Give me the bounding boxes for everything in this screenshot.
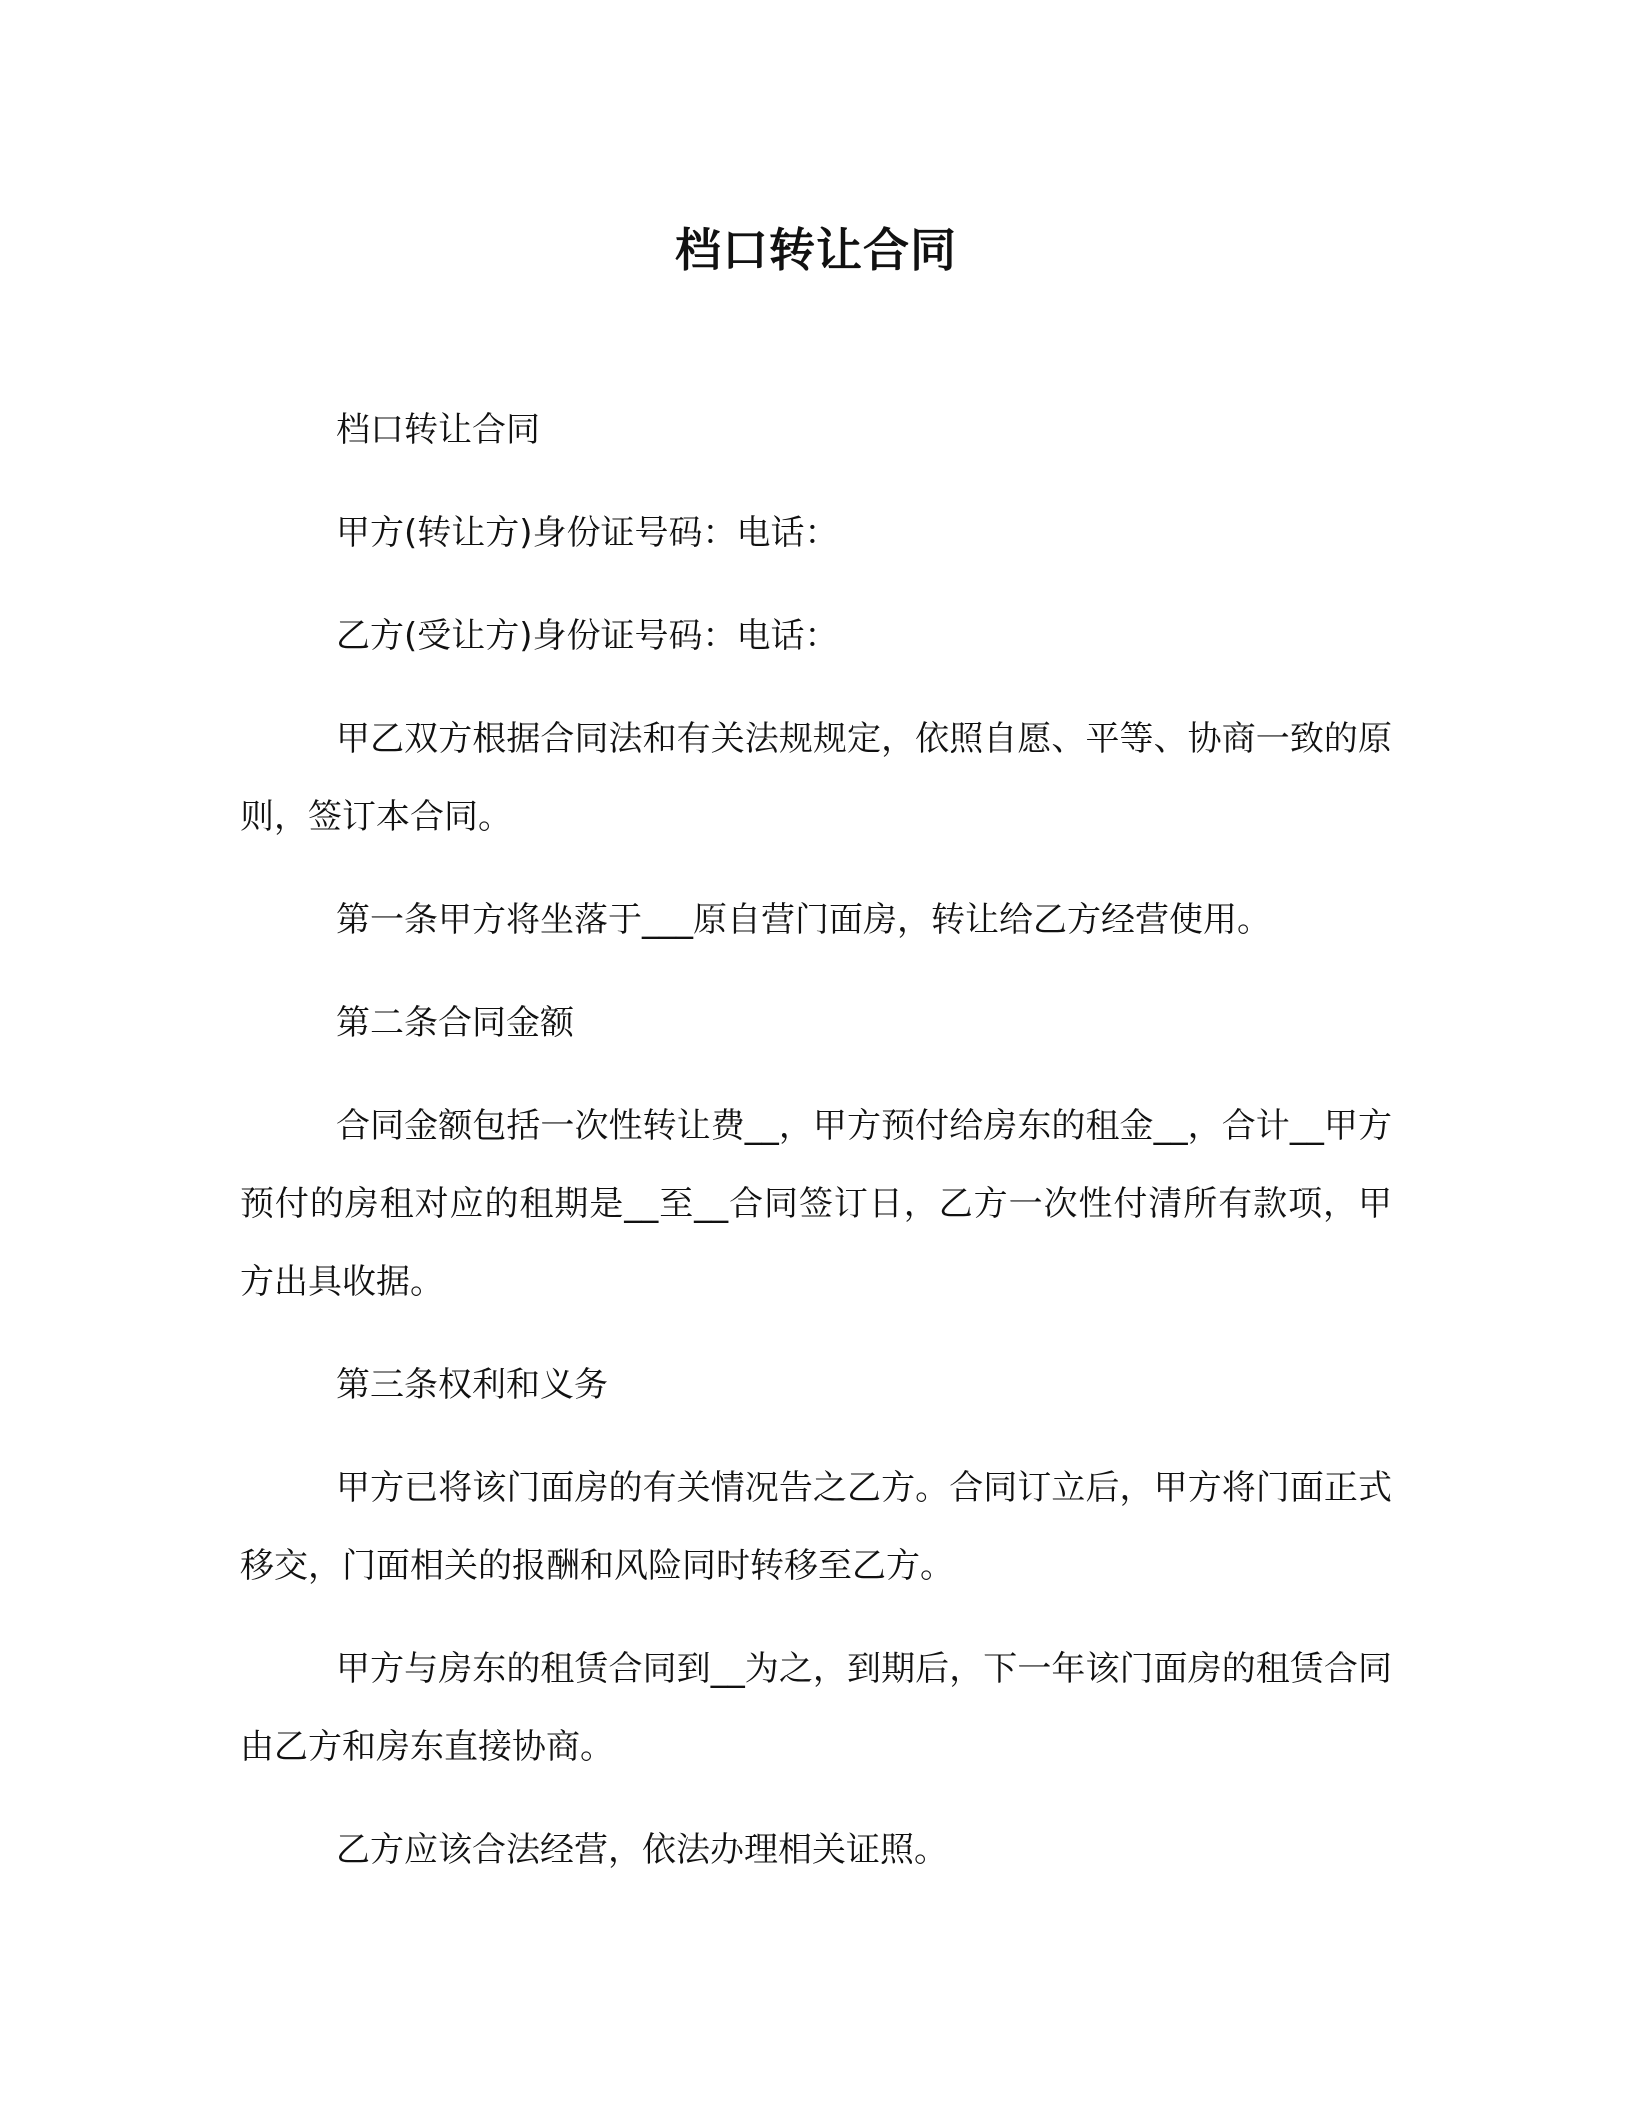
document-title: 档口转让合同 <box>675 223 957 277</box>
paragraph-preamble: 甲乙双方根据合同法和有关法规规定，依照自愿、平等、协商一致的原则，签订本合同。 <box>240 719 1392 837</box>
paragraph-party-a: 甲方(转让方)身份证号码：电话： <box>336 513 839 553</box>
paragraph-contract-amount: 合同金额包括一次性转让费__，甲方预付给房东的租金__，合计__甲方预付的房租对应的租期是__至__合同签订日，乙方一次性付清所有款项，甲方出具收据。 <box>240 1106 1392 1302</box>
document-body <box>240 391 1392 1914</box>
paragraph-handover: 甲方已将该门面房的有关情况告之乙方。合同订立后，甲方将门面正式移交，门面相关的报酬和风险同时转移至乙方。 <box>240 1468 1392 1586</box>
paragraph-article-3-heading: 第三条权利和义务 <box>336 1365 608 1405</box>
paragraph-party-b: 乙方(受让方)身份证号码：电话： <box>336 616 839 656</box>
paragraph-article-2-heading: 第二条合同金额 <box>336 1003 574 1043</box>
paragraph-legal-operation: 乙方应该合法经营，依法办理相关证照。 <box>336 1830 948 1870</box>
paragraph-subtitle: 档口转让合同 <box>336 410 540 450</box>
paragraph-lease-term: 甲方与房东的租赁合同到__为之，到期后，下一年该门面房的租赁合同由乙方和房东直接协商。 <box>240 1649 1392 1767</box>
paragraph-article-1: 第一条甲方将坐落于___原自营门面房，转让给乙方经营使用。 <box>336 900 1271 940</box>
